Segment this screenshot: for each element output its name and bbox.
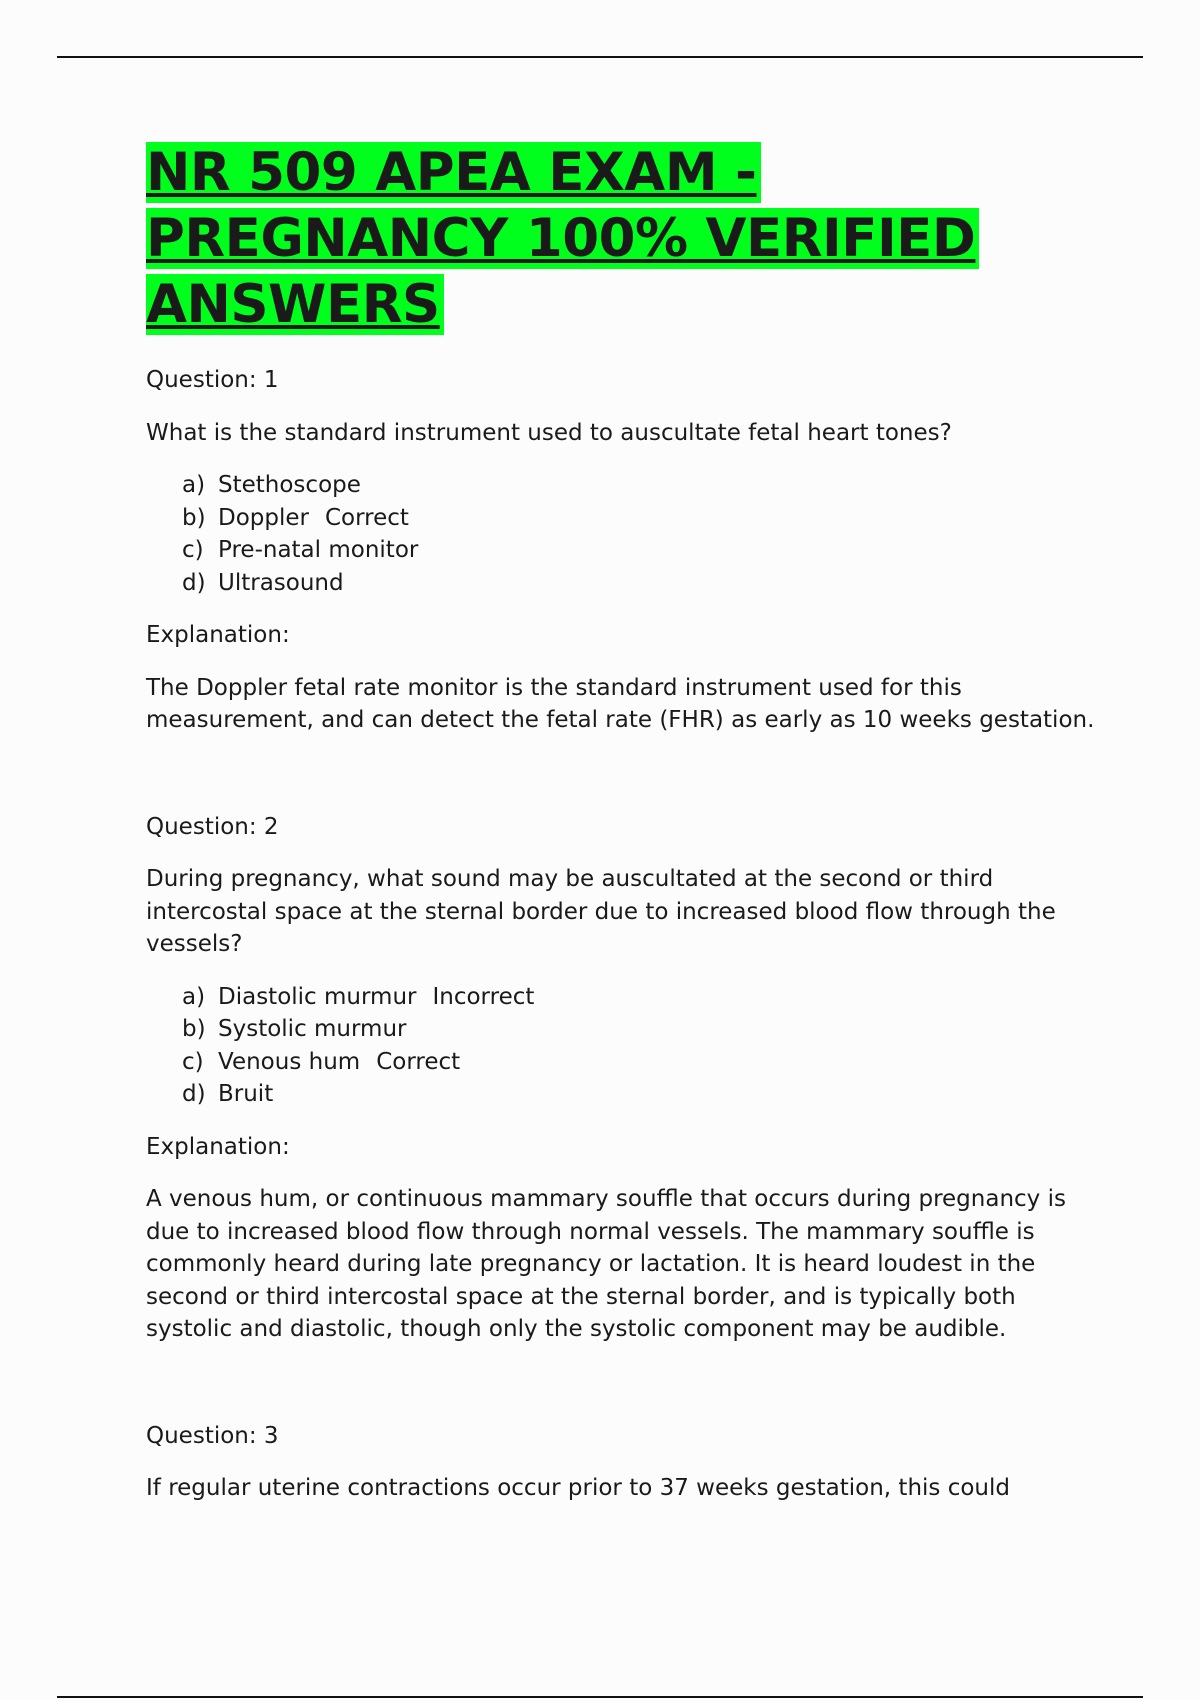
question-3 [146,1420,1096,1505]
answer-mark: Correct [376,1048,461,1075]
title-line-3: ANSWERS [146,274,444,335]
option-text: Diastolic murmur [218,983,417,1010]
option-letter: a) [182,472,206,498]
answer-option [182,1046,1096,1079]
option-letter: b) [182,504,206,531]
answer-options [146,981,1096,1111]
question-text: What is the standard instrument used to auscultate fetal heart tones? [146,419,952,446]
title-line-1: NR 509 APEA EXAM - [146,142,761,203]
question-1 [146,364,1096,737]
option-letter: d) [182,569,206,596]
answer-option [182,1013,1096,1046]
option-letter: c) [182,537,204,563]
answer-mark: Correct [324,504,409,531]
option-text: Ultrasound [218,569,344,596]
bottom-rule [57,1696,1143,1698]
option-letter: d) [182,1081,206,1107]
top-rule [57,56,1143,58]
option-text: Doppler [218,504,309,531]
question-spacer [146,757,1096,811]
option-letter: a) [182,983,206,1010]
question-heading: Question: 1 [146,367,279,393]
question-spacer [146,1366,1096,1420]
title-line-2: PREGNANCY 100% VERIFIED [146,208,979,269]
document-title [146,140,1096,338]
option-text: Stethoscope [218,472,361,498]
answer-mark: Incorrect [432,983,535,1010]
question-heading: Question: 3 [146,1422,279,1449]
answer-option [182,567,1096,600]
answer-option [182,502,1096,535]
document-body [146,140,1096,1525]
question-text: During pregnancy, what sound may be auscultated at the second or third intercostal space at the sternal border due to increased blood flow through the vessels? [146,866,1056,957]
answer-option [182,1078,1096,1111]
answer-option [182,534,1096,567]
answer-option [182,981,1096,1014]
explanation-label: Explanation: [146,622,290,648]
question-2 [146,811,1096,1346]
explanation-text: A venous hum, or continuous mammary souffle that occurs during pregnancy is due to increased blood flow through normal vessels. The mammary souffle is commonly heard during late pregnancy or lactation. It is heard loudest in the second or third intercostal space at the sternal border, and is typically both systolic and diastolic, though only the systolic component may be audible. [146,1186,1066,1342]
option-text: Bruit [218,1081,274,1107]
option-text: Systolic murmur [218,1016,407,1042]
question-text: If regular uterine contractions occur prior to 37 weeks gestation, this could [146,1475,1010,1501]
option-text: Venous hum [218,1048,361,1075]
option-text: Pre-natal monitor [218,537,419,563]
explanation-label: Explanation: [146,1133,290,1160]
question-heading: Question: 2 [146,813,279,840]
answer-options [146,469,1096,599]
answer-option [182,469,1096,502]
option-letter: b) [182,1016,206,1042]
explanation-text: The Doppler fetal rate monitor is the standard instrument used for this measurement, and can detect the fetal rate (FHR) as early as 10 weeks gestation. [146,674,1095,733]
option-letter: c) [182,1048,204,1075]
